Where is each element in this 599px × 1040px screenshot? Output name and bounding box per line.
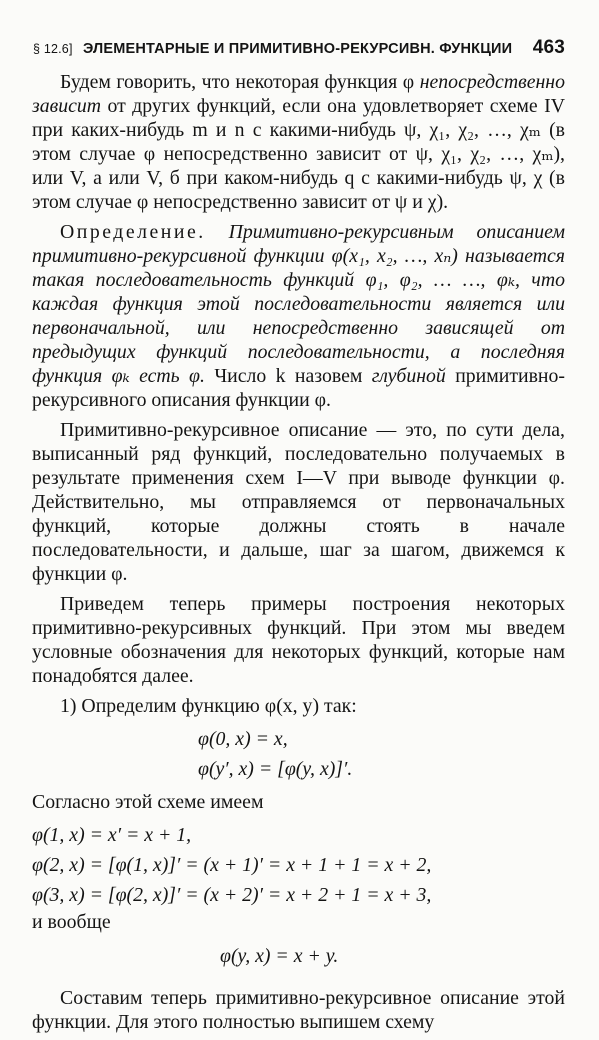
formula-line: φ(0, x) = x,: [198, 728, 288, 750]
formula-block-calculation: [32, 820, 565, 910]
paragraph-last: Составим теперь примитивно-рекурсивное описание этой функции. Для этого полностью выпишем схему: [32, 987, 565, 1033]
formula-line: φ(3, x) = [φ(2, x)]′ = (x + 2)′ = x + 2 + 1 = x + 3,: [32, 884, 432, 906]
text-run: Число k назовем: [204, 365, 372, 387]
chapter-title: ЭЛЕМЕНТАРНЫЕ И ПРИМИТИВНО-РЕКУРСИВН. ФУНКЦИИ: [83, 41, 513, 57]
and-generally: и вообще: [32, 911, 111, 933]
text-run: Будем говорить, что некоторая функция φ: [60, 71, 420, 93]
formula-block-definition: [32, 724, 565, 784]
scheme-intro: Согласно этой схеме имеем: [32, 791, 264, 813]
paragraph-examples-intro: Приведем теперь примеры построения некоторых примитивно-рекурсивных функций. При этом мы введем условные обозначения для некоторых функций, которые нам понадобятся далее.: [32, 593, 565, 687]
paragraph-explanation: Примитивно-рекурсивное описание — это, по сути дела, выписанный ряд функций, последовательно получаемых в результате применения схем I—V при выводе функции φ. Действительно, мы отправляемся от первоначальных функций, которые должны стоять в начале последовательности, и дальше, шаг за шагом, движемся к функции φ.: [32, 419, 565, 585]
term-emphasis: непосредственно зависит: [32, 71, 565, 117]
formula-line: φ(y′, x) = [φ(y, x)]′.: [198, 758, 353, 780]
example-item-1: 1) Определим функцию φ(x, y) так:: [60, 695, 357, 717]
definition-text: Примитивно-рекурсивным описанием примитивно-рекурсивной функции φ(x₁, x₂, …, xₙ) называется такая последовательность функций φ₁, φ₂, … …, φₖ, что каждая функция этой последовательности является или первоначальной, или непосредственно зависящей от предыдущих функций последовательности, а последняя функция φₖ есть φ.: [32, 221, 565, 387]
formula-line: φ(1, x) = x′ = x + 1,: [32, 824, 192, 846]
paragraph-dependency: [32, 70, 565, 214]
section-ref: § 12.6]: [33, 42, 73, 56]
formula-general: φ(y, x) = x + y.: [220, 945, 339, 967]
definition-label: Определение.: [60, 221, 206, 243]
page-body: [32, 70, 565, 1040]
running-header: [33, 34, 565, 64]
formula-line: φ(2, x) = [φ(1, x)]′ = (x + 1)′ = x + 1 + 1 = x + 2,: [32, 854, 432, 876]
text-run: от других функций, если она удовлетворяет схеме IV при каких-нибудь m и n с какими-нибудь ψ, χ₁, χ₂, …, χₘ (в этом случае φ непосредственно зависит от ψ, χ₁, χ₂, …, χₘ), или V, a или V, б при каком-нибудь q с какими-нибудь ψ, χ (в этом случае φ непосредственно зависит от ψ и χ).: [32, 95, 565, 213]
term-emphasis: глубиной: [371, 365, 446, 387]
page-number: 463: [532, 37, 565, 58]
paragraph-definition: [32, 220, 565, 412]
text-run: примитивно-рекурсивного описания функции φ.: [32, 365, 565, 411]
